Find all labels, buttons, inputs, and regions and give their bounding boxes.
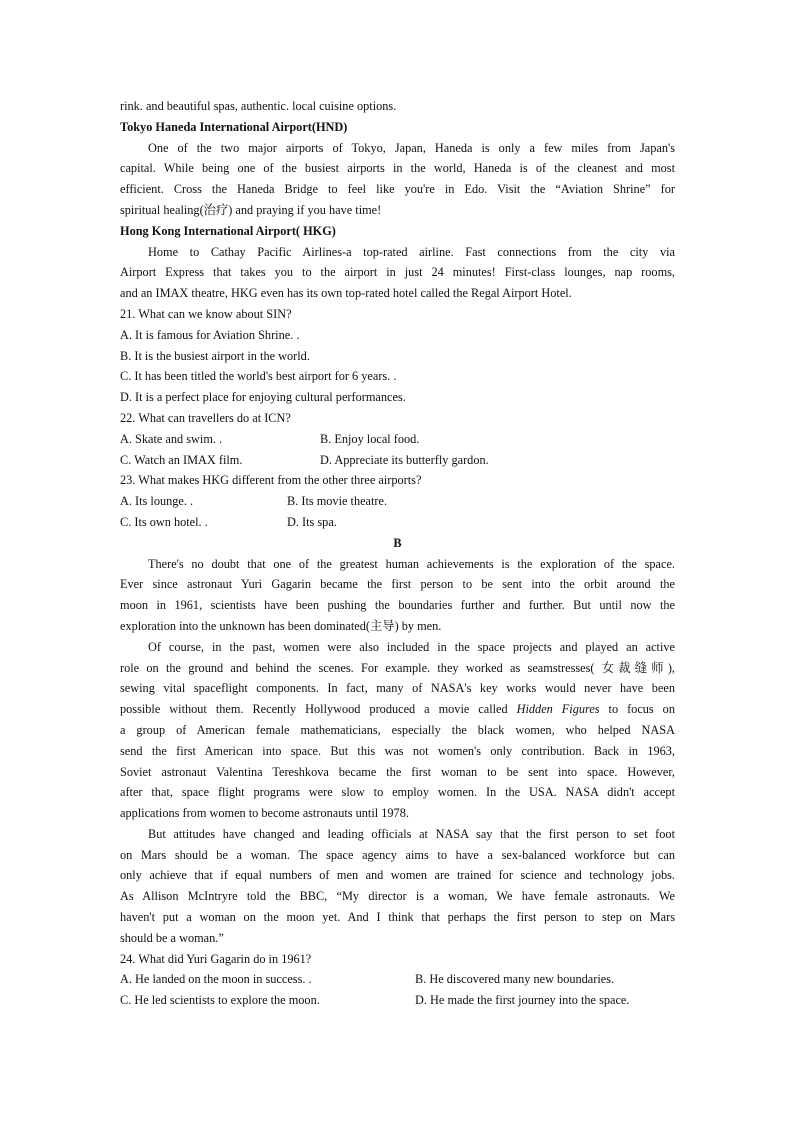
text-line: Airport Express that takes you to the airport in just 24 minutes! First-class lounges, nap rooms, <box>120 265 675 280</box>
text-line: Of course, in the past, women were also included in the space projects and played an active <box>148 639 675 654</box>
text-line: spiritual healing(治疗) and praying if you have time! <box>120 202 382 217</box>
text-line: sewing vital spaceflight components. In fact, many of NASA's key works would never have been <box>120 681 675 696</box>
text-line: after that, space flight programs were slow to employ women. In the USA. NASA didn't accept <box>120 785 675 800</box>
text-line: send the first American into space. But this was not women's only contribution. Back in 1963, <box>120 743 675 758</box>
question-24-option-c: C. He led scientists to explore the moon. <box>120 993 320 1008</box>
text-line: efficient. Cross the Haneda Bridge to feel like you're in Edo. Visit the “Aviation Shrine” for <box>120 182 675 197</box>
question-22-option-c: C. Watch an IMAX film. <box>120 452 243 467</box>
text-line: There's no doubt that one of the greatest human achievements is the exploration of the space. <box>148 556 675 571</box>
text-line: exploration into the unknown has been dominated(主导) by men. <box>120 618 442 633</box>
text-line: only achieve that if equal numbers of men and women are trained for science and technology jobs. <box>120 868 675 883</box>
text-line: should be a woman.” <box>120 930 224 945</box>
text-line: But attitudes have changed and leading officials at NASA say that the first person to set foot <box>148 826 675 841</box>
question-24-options-row-2 <box>120 990 675 1011</box>
question-23-options-row-1 <box>120 491 675 512</box>
text-line: role on the ground and behind the scenes. For example. they worked as seamstresses( 女裁缝师), <box>120 660 675 675</box>
question-22-option-d: D. Appreciate its butterfly gardon. <box>320 452 489 467</box>
text-line: Ever since astronaut Yuri Gagarin became the first person to be sent into the orbit around the <box>120 577 675 592</box>
text-line: capital. While being one of the busiest airports in the world, Haneda is of the cleanest and most <box>120 161 675 176</box>
question-21-option-c: C. It has been titled the world's best airport for 6 years. . <box>120 369 397 384</box>
text-span: possible without them. Recently Hollywood produced a movie called <box>120 702 517 717</box>
question-24-option-b: B. He discovered many new boundaries. <box>415 972 615 987</box>
section-heading-hkg: Hong Kong International Airport( HKG) <box>120 223 336 238</box>
section-heading-hnd: Tokyo Haneda International Airport(HND) <box>120 119 348 134</box>
question-22-options-row-2 <box>120 450 675 471</box>
text-line: Home to Cathay Pacific Airlines-a top-rated airline. Fast connections from the city via <box>148 244 675 259</box>
text-line: a group of American female mathematicians, especially the black women, who helped NASA <box>120 722 675 737</box>
movie-title: Hidden Figures <box>516 702 600 717</box>
question-23-option-d: D. Its spa. <box>287 514 337 529</box>
document-page <box>120 96 675 1011</box>
question-23-stem: 23. What makes HKG different from the other three airports? <box>120 473 422 488</box>
text-line <box>120 699 675 720</box>
section-b-title: B <box>393 535 402 550</box>
question-24-options-row-1 <box>120 969 675 990</box>
question-21-option-d: D. It is a perfect place for enjoying cultural performances. <box>120 390 406 405</box>
text-line: rink. and beautiful spas, authentic. local cuisine options. <box>120 99 397 113</box>
question-21-stem: 21. What can we know about SIN? <box>120 306 292 321</box>
question-24-option-a: A. He landed on the moon in success. . <box>120 972 312 987</box>
text-line: moon in 1961, scientists have been pushing the boundaries further and further. But until now the <box>120 598 675 613</box>
text-line: and an IMAX theatre, HKG even has its own top-rated hotel called the Regal Airport Hotel. <box>120 286 572 301</box>
text-line: haven't put a woman on the moon yet. And I think that perhaps the first person to step on Mars <box>120 910 675 925</box>
question-24-stem: 24. What did Yuri Gagarin do in 1961? <box>120 951 312 966</box>
question-24-option-d: D. He made the first journey into the space. <box>415 993 630 1008</box>
question-23-option-c: C. Its own hotel. . <box>120 514 208 529</box>
question-23-option-b: B. Its movie theatre. <box>287 494 388 509</box>
text-line: applications from women to become astronauts until 1978. <box>120 806 409 821</box>
text-span: to focus on <box>599 702 675 717</box>
question-22-options-row-1 <box>120 429 675 450</box>
question-23-options-row-2 <box>120 512 675 533</box>
text-line: on Mars should be a woman. The space agency aims to have a sex-balanced workforce but can <box>120 847 675 862</box>
text-line: One of the two major airports of Tokyo, Japan, Haneda is only a few miles from Japan's <box>148 140 675 155</box>
question-22-option-a: A. Skate and swim. . <box>120 431 223 446</box>
text-line: Soviet astronaut Valentina Tereshkova became the first woman to be sent into space. However, <box>120 764 675 779</box>
question-21-option-a: A. It is famous for Aviation Shrine. . <box>120 327 300 342</box>
question-22-stem: 22. What can travellers do at ICN? <box>120 410 291 425</box>
text-line: As Allison McIntryre told the BBC, “My director is a woman, We have female astronauts. We <box>120 889 675 904</box>
question-22-option-b: B. Enjoy local food. <box>320 431 420 446</box>
question-21-option-b: B. It is the busiest airport in the world. <box>120 348 310 363</box>
question-23-option-a: A. Its lounge. . <box>120 494 194 509</box>
